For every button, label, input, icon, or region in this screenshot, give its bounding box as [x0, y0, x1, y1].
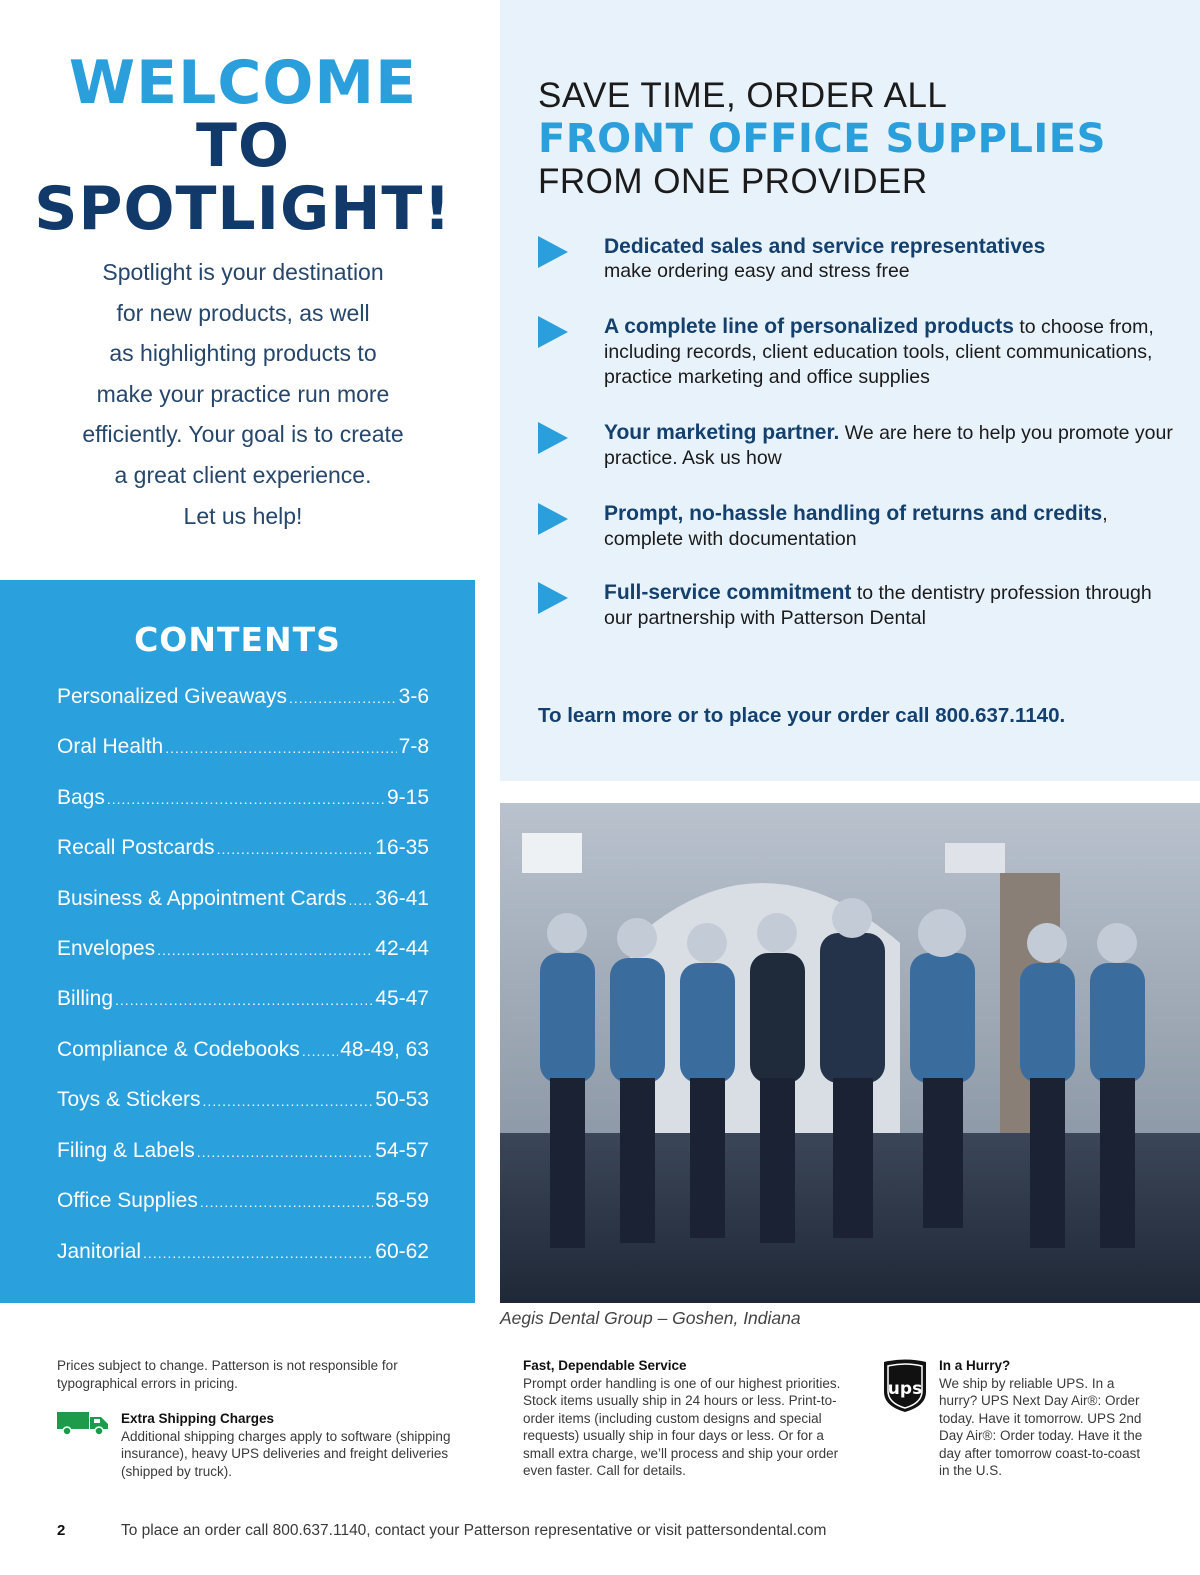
intro-line: for new products, as well: [116, 299, 370, 326]
shipping-note: [121, 1410, 476, 1480]
bullet-arrow-icon: [538, 316, 568, 348]
intro-line: as highlighting products to: [109, 340, 377, 367]
bullet-arrow-icon: [538, 582, 568, 614]
contents-title: CONTENTS: [134, 620, 341, 659]
toc-pages: 42-44: [375, 937, 429, 960]
intro-line: efficiently. Your goal is to create: [82, 421, 404, 448]
toc-item[interactable]: [57, 937, 429, 961]
team-photo: [500, 803, 1200, 1303]
toc-pages: 60-62: [375, 1240, 429, 1263]
toc-leader: [302, 1043, 338, 1059]
toc-item[interactable]: [57, 735, 429, 759]
toc-pages: 45-47: [375, 987, 429, 1010]
panel-heading-line-1: SAVE TIME, ORDER ALL: [538, 76, 948, 115]
toc-item[interactable]: [57, 786, 429, 810]
toc-label: Envelopes: [57, 937, 156, 960]
toc-pages: 7-8: [398, 735, 429, 758]
bullet-arrow-icon: [538, 236, 568, 268]
panel-heading-line-2: FRONT OFFICE SUPPLIES: [538, 116, 1106, 162]
benefit-text: , complete with documentation: [604, 503, 1108, 550]
contents-box: [0, 580, 475, 1303]
toc-item[interactable]: [57, 1139, 429, 1163]
benefit-text: to the dentistry profession through our partnership with Patterson Dental: [604, 582, 1152, 629]
toc-leader: [107, 791, 385, 807]
team-photo-illustration: [500, 803, 1200, 1303]
toc-label: Recall Postcards: [57, 836, 215, 859]
service-note-body: Prompt order handling is one of our highest priorities. Stock items usually ship in 24 hours or less. Print-to-order items (including custom designs and special requests) usually ship in four days or less. Or for a small extra charge, we’ll process and ship your order even faster. Call for details.: [523, 1375, 841, 1478]
benefit-text: We are here to help you promote your practice. Ask us how: [604, 422, 1173, 469]
toc-pages: 58-59: [375, 1189, 429, 1212]
toc-pages: 48-49, 63: [340, 1038, 429, 1061]
order-call-to-action: To learn more or to place your order call 800.637.1140.: [538, 704, 1066, 727]
toc-leader: [200, 1194, 373, 1210]
toc-pages: 36-41: [375, 887, 429, 910]
toc-leader: [157, 942, 373, 958]
service-note-title: Fast, Dependable Service: [523, 1358, 687, 1373]
benefit-bold: A complete line of personalized products: [604, 315, 1014, 338]
toc-leader: [115, 992, 373, 1008]
toc-pages: 9-15: [386, 786, 429, 809]
shipping-note-title: Extra Shipping Charges: [121, 1411, 275, 1426]
toc-label: Toys & Stickers: [57, 1088, 201, 1111]
page-number: 2: [57, 1522, 66, 1539]
hurry-note-body: We ship by reliable UPS. In a hurry? UPS Next Day Air®: Order today. Have it tomorrow. UPS 2nd Day Air®: Order today. Have it the day after tomorrow coast-to-coast in the U.S.: [939, 1375, 1143, 1478]
toc-pages: 54-57: [375, 1139, 429, 1162]
intro-line: Let us help!: [183, 502, 303, 529]
toc-leader: [197, 1144, 374, 1160]
benefit-bold: Full-service commitment: [604, 581, 852, 604]
toc-item[interactable]: [57, 1189, 429, 1213]
welcome-line-1: WELCOME: [68, 48, 418, 118]
truck-icon: [57, 1410, 109, 1436]
panel-heading-line-3: FROM ONE PROVIDER: [538, 162, 928, 201]
toc-label: Compliance & Codebooks: [57, 1038, 300, 1061]
service-note: [523, 1357, 853, 1480]
toc-item[interactable]: [57, 1088, 429, 1112]
toc-leader: [203, 1093, 374, 1109]
benefits-panel: [500, 0, 1200, 781]
toc-item[interactable]: [57, 1038, 429, 1062]
toc-label: Bags: [57, 786, 105, 809]
toc-label: Filing & Labels: [57, 1139, 195, 1162]
toc-item[interactable]: [57, 987, 429, 1011]
toc-label: Oral Health: [57, 735, 164, 758]
shipping-note-body: Additional shipping charges apply to software (shipping insurance), heavy UPS deliveries and freight deliveries (shipped by truck).: [121, 1428, 451, 1479]
ups-logo-icon: [880, 1358, 930, 1414]
toc-leader: [349, 892, 374, 908]
toc-item[interactable]: [57, 887, 429, 911]
benefit-bold: Dedicated sales and service representatives: [604, 235, 1046, 258]
toc-item[interactable]: [57, 1240, 429, 1264]
bullet-arrow-icon: [538, 503, 568, 535]
photo-caption: Aegis Dental Group – Goshen, Indiana: [500, 1308, 801, 1328]
toc-item[interactable]: [57, 685, 429, 709]
toc-label: Billing: [57, 987, 114, 1010]
intro-paragraph: [44, 252, 442, 536]
pricing-note: Prices subject to change. Patterson is not responsible for typographical errors in pricing.: [57, 1358, 398, 1391]
benefit-bold: Your marketing partner.: [604, 421, 840, 444]
toc-label: Personalized Giveaways: [57, 685, 287, 708]
hurry-note-title: In a Hurry?: [939, 1358, 1011, 1373]
toc-leader: [143, 1245, 373, 1261]
toc-pages: 3-6: [398, 685, 429, 708]
toc-label: Business & Appointment Cards: [57, 887, 347, 910]
intro-line: a great client experience.: [114, 461, 372, 488]
toc-leader: [289, 690, 397, 706]
toc-label: Janitorial: [57, 1240, 142, 1263]
welcome-line-3: SPOTLIGHT!: [34, 174, 452, 244]
intro-line: make your practice run more: [96, 380, 390, 407]
toc-leader: [217, 841, 374, 857]
bullet-arrow-icon: [538, 422, 568, 454]
welcome-heading: [0, 48, 486, 244]
benefit-text: make ordering easy and stress free: [604, 260, 910, 282]
intro-line: Spotlight is your destination: [102, 259, 384, 285]
toc-leader: [165, 740, 396, 756]
toc-item[interactable]: [57, 836, 429, 860]
benefit-bold: Prompt, no-hassle handling of returns and credits: [604, 502, 1103, 525]
hurry-note: [939, 1357, 1154, 1480]
toc-pages: 16-35: [375, 836, 429, 859]
welcome-line-2: TO: [196, 111, 290, 181]
ups-logo-text: ups: [887, 1379, 923, 1399]
footer-order-line: To place an order call 800.637.1140, contact your Patterson representative or visit pattersondental.com: [121, 1522, 827, 1539]
benefit-text: to choose from, including records, client education tools, client communications, practice marketing and office supplies: [604, 316, 1154, 388]
toc-label: Office Supplies: [57, 1189, 198, 1212]
toc-pages: 50-53: [375, 1088, 429, 1111]
